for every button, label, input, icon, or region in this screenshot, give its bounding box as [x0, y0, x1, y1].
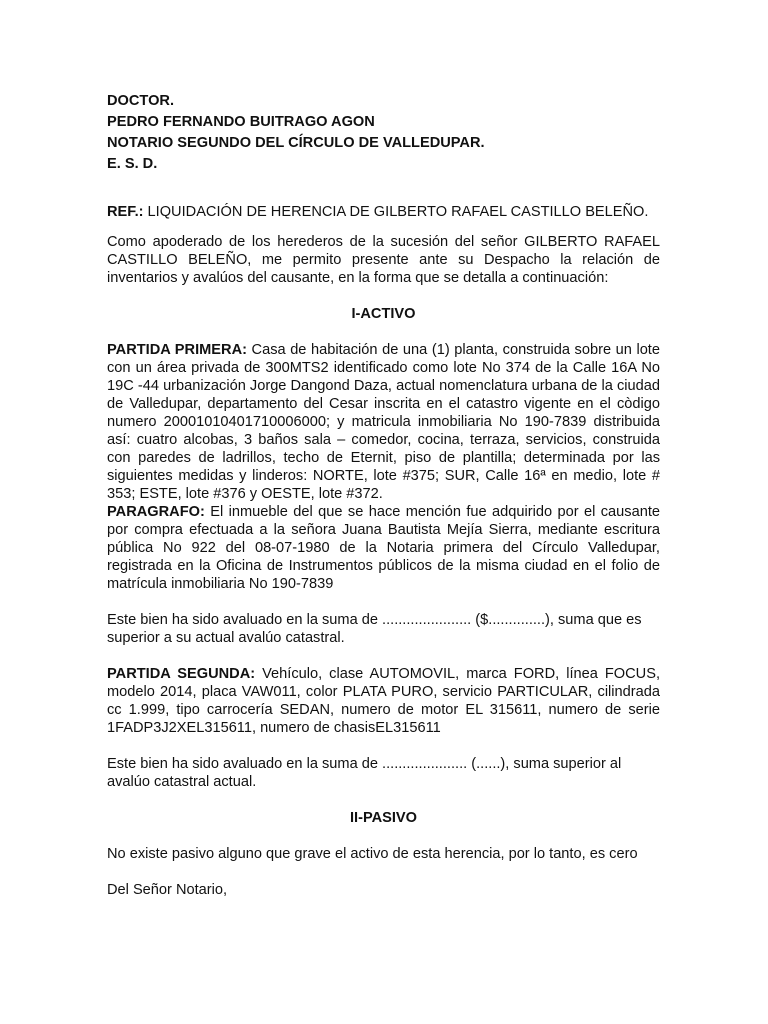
partida-primera-text: Casa de habitación de una (1) planta, construida sobre un lote con un área privada de 300MTS2 identificado como lote No 374 de la Calle 16A No 19C -44 urbanización Jorge Dangond Daza, actual nomenclatura urbana de la ciudad de Valledupar, departamento del Cesar inscrita en el catastro vigente en el còdigo numero 20001010401710006000; y matricula inmobiliaria No 190-7839 distribuida así: cuatro alcobas, 3 baños sala – comedor, cocina, terraza, servicios, construida con paredes de ladrillos, techo de Eternit, piso de plantilla; determinada por las siguientes medidas y linderos: NORTE, lote #375; SUR, Calle 16ª en medio, lote # 353; ESTE, lote #376 y OESTE, lote #372. [107, 342, 660, 502]
partida-segunda-paragraph [107, 665, 660, 737]
pasivo-paragraph: No existe pasivo alguno que grave el activo de esta herencia, por lo tanto, es cero [107, 846, 638, 862]
partida-segunda-label: PARTIDA SEGUNDA: [107, 666, 256, 682]
partida-segunda-text: Vehículo, clase AUTOMOVIL, marca FORD, línea FOCUS, modelo 2014, placa VAW011, color PLATA PURO, servicio PARTICULAR, cilindrada cc 1.999, tipo carrocería SEDAN, numero de motor EL 315611, numero de serie 1FADP3J2XEL315611, numero de chasisEL315611 [107, 666, 661, 736]
partida-primera-label: PARTIDA PRIMERA: [107, 342, 247, 358]
closing-line: Del Señor Notario, [107, 882, 228, 898]
addressee-block [107, 91, 660, 175]
reference-line [107, 203, 660, 221]
intro-paragraph: Como apoderado de los herederos de la sucesión del señor GILBERTO RAFAEL CASTILLO BELEÑO, me permito presente ante su Despacho la relación de inventarios y avalúos del causante, en la forma que se detalla a continuación: [107, 234, 660, 286]
paragrafo-paragraph [107, 503, 660, 593]
document-body [107, 91, 660, 899]
paragrafo-label: PARAGRAFO: [107, 504, 205, 520]
avaluo-primera-paragraph: Este bien ha sido avaluado en la suma de ...................... ($..............), suma que es superior a su actual avalúo catastral. [107, 612, 642, 646]
pasivo-heading: II-PASIVO [349, 810, 418, 826]
partida-primera-paragraph [107, 341, 660, 503]
reference-text: LIQUIDACIÓN DE HERENCIA DE GILBERTO RAFAEL CASTILLO BELEÑO. [143, 204, 649, 220]
activo-heading: I-ACTIVO [351, 306, 416, 322]
addressee-name: PEDRO FERNANDO BUITRAGO AGON [107, 114, 375, 130]
addressee-office: NOTARIO SEGUNDO DEL CÍRCULO DE VALLEDUPAR. [107, 135, 485, 151]
addressee-title: DOCTOR. [107, 93, 175, 109]
addressee-esd: E. S. D. [107, 156, 158, 172]
reference-label: REF.: [107, 204, 144, 220]
paragrafo-text: El inmueble del que se hace mención fue adquirido por el causante por compra efectuada a la señora Juana Bautista Mejía Sierra, mediante escritura pública No 922 del 08-07-1980 de la Notaria primera del Círculo Valledupar, registrada en la Oficina de Instrumentos públicos de la misma ciudad en el folio de matrícula inmobiliaria No 190-7839 [107, 504, 660, 592]
avaluo-segunda-paragraph: Este bien ha sido avaluado en la suma de ..................... (......), suma superior al avalúo catastral actual. [107, 756, 622, 790]
